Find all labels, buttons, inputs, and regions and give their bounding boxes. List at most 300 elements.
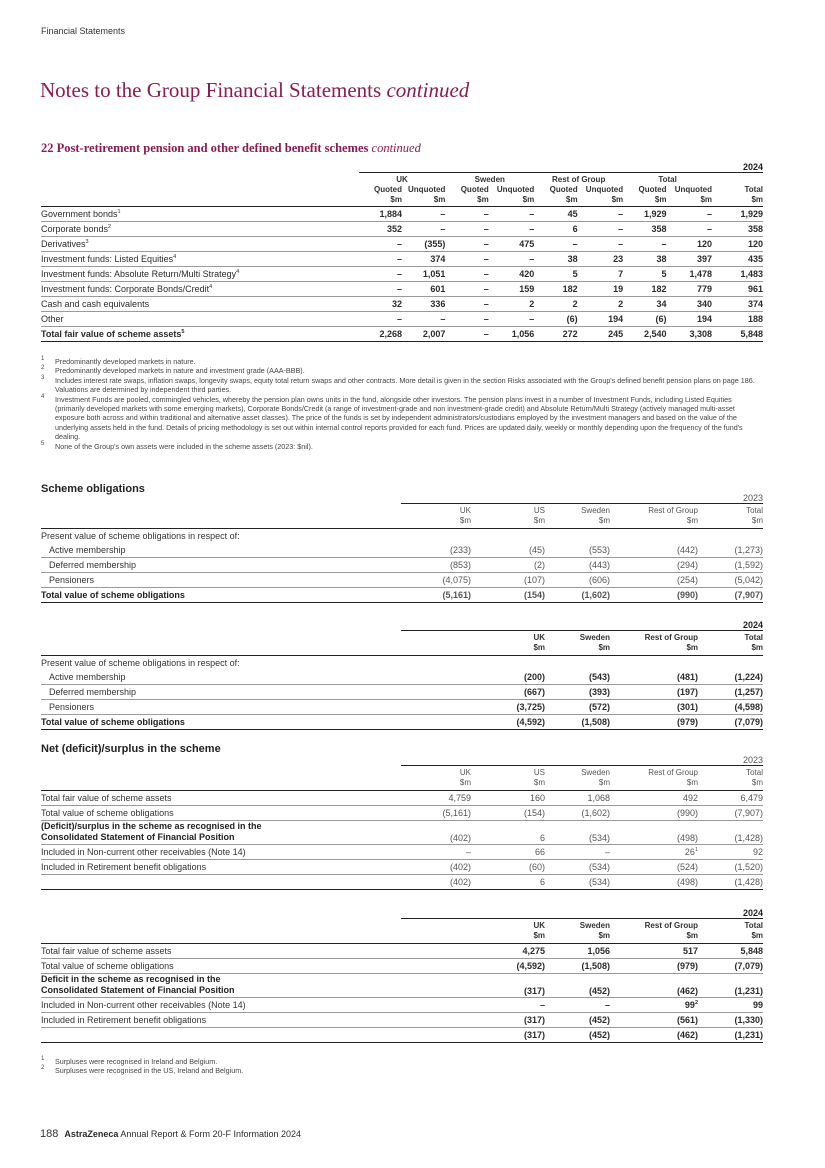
cell-value: (7,079) (698, 959, 763, 974)
cell-value: – (445, 267, 488, 282)
table-year: 2024 (742, 620, 763, 630)
cell-value: 340 (666, 297, 712, 312)
cell-value: (524) (610, 860, 698, 875)
row-label: Investment funds: Corporate Bonds/Credit$^4$ (41, 282, 359, 297)
cell-value: 38 (534, 252, 577, 267)
cell-value: 397 (666, 252, 712, 267)
cell-value: – (359, 252, 402, 267)
row-label: Corporate bonds$^2$ (41, 222, 359, 237)
row-label: Investment funds: Listed Equities$^4$ (41, 252, 359, 267)
cell-value: (402) (401, 875, 471, 890)
cell-value: (393) (545, 685, 610, 700)
cell-value: (481) (610, 670, 698, 685)
cell-value: – (402, 312, 445, 327)
cell-value: 517 (610, 944, 698, 959)
net-2023-table (41, 755, 763, 890)
column-header: UK $m (401, 919, 545, 944)
cell-value: – (489, 252, 535, 267)
footnote-text: Investment Funds are pooled, commingled vehicles, whereby the pension plan owns units in the fund, alongside other investors. The pension plans invest in a number of Investment Funds, including Listed Equities (primarily developed markets with some emerging markets), Corporate Bonds/Credit (a range of investment-grade and non investment-grade credit) and Absolute Return/Multi Strategy (actively managed multi-asset exposure both across and within traditional and alternative asset classes). The price of the funds is set by independent administrators/custodians employed by the investment managers and based on the value of the underlying assets held in the fund. Details of pricing methodology is set out within internal control reports provided for each fund. Prices are updated daily, weekly or monthly depending upon the frequency of the fund's dealing. (55, 394, 743, 442)
footnote (41, 357, 763, 366)
cell-value: 5 (534, 267, 577, 282)
row-label (41, 875, 401, 890)
cell-value: 45 (534, 207, 577, 222)
cell-value: – (666, 207, 712, 222)
page-title (40, 78, 469, 103)
column-header: Total $m (698, 631, 763, 656)
cell-value: 160 (471, 791, 545, 806)
cell-value: 4,275 (401, 944, 545, 959)
cell-value: (1,592) (698, 558, 763, 573)
table-row (41, 700, 763, 715)
cell-value: 1,884 (359, 207, 402, 222)
cell-value: (233) (401, 543, 471, 558)
assets-column-header: Unquoted $m (674, 185, 713, 204)
table-row (41, 297, 763, 312)
cell-value: – (666, 222, 712, 237)
cell-value: (1,602) (545, 806, 610, 821)
table-row (41, 558, 763, 573)
cell-value: (1,224) (698, 670, 763, 685)
cell-value: (553) (545, 543, 610, 558)
cell-value: – (445, 207, 488, 222)
cell-value: (402) (401, 860, 471, 875)
footnote-text: Predominantly developed markets in nature and investment grade (AAA-BBB). (55, 366, 305, 376)
row-label: Deferred membership (41, 685, 401, 700)
assets-group-header: Rest of Group (534, 173, 623, 186)
cell-value: (7,079) (698, 715, 763, 730)
cell-value: (452) (545, 1013, 610, 1028)
cell-value: – (445, 282, 488, 297)
cell-value: 358 (623, 222, 666, 237)
cell-value: (561) (610, 1013, 698, 1028)
column-header: Rest of Group $m (610, 631, 698, 656)
cell-value: – (401, 998, 545, 1013)
cell-value: (154) (471, 806, 545, 821)
cell-value: (1,520) (698, 860, 763, 875)
footnote-number: 2 (41, 365, 45, 372)
cell-value: 272 (534, 327, 577, 342)
assets-column-header: Quoted $m (460, 185, 489, 204)
cell-value: – (445, 327, 488, 342)
row-label: Included in Retirement benefit obligations (41, 860, 401, 875)
assets-footnotes (41, 357, 763, 451)
cell-value: 2 (534, 297, 577, 312)
cell-value: (990) (610, 806, 698, 821)
cell-value: (1,273) (698, 543, 763, 558)
cell-value: (5,161) (401, 806, 471, 821)
footnote (41, 442, 763, 451)
cell-value: 492 (610, 791, 698, 806)
cell-value: 120 (712, 237, 763, 252)
cell-value: (317) (401, 1028, 545, 1043)
cell-value: – (489, 312, 535, 327)
cell-value: 1,051 (402, 267, 445, 282)
footnote-number: 5 (41, 440, 45, 447)
page-footer (40, 1128, 301, 1140)
cell-value: (3,725) (401, 700, 545, 715)
row-label: Active membership (41, 670, 401, 685)
cell-value: – (359, 282, 402, 297)
table-row (41, 282, 763, 297)
cell-value: – (445, 297, 488, 312)
cell-value: (1,428) (698, 875, 763, 890)
cell-value: – (578, 222, 624, 237)
footnote-number: 1 (41, 356, 45, 362)
total-row (41, 715, 763, 730)
row-label: Pensioners (41, 700, 401, 715)
cell-value: – (545, 845, 610, 860)
cell-value: (853) (401, 558, 471, 573)
cell-value: (7,907) (698, 588, 763, 603)
table-year: 2024 (742, 908, 763, 918)
footnote (41, 1066, 763, 1075)
cell-value: (498) (610, 875, 698, 890)
cell-value: – (445, 222, 488, 237)
row-label: Total value of scheme obligations (41, 959, 401, 974)
cell-value: 5,848 (712, 327, 763, 342)
cell-value: 4,759 (401, 791, 471, 806)
row-label (41, 1028, 401, 1043)
assets-group-header: Total (623, 173, 712, 186)
row-label: Cash and cash equivalents (41, 297, 359, 312)
cell-value: 1,929 (623, 207, 666, 222)
cell-value: (1,330) (698, 1013, 763, 1028)
cell-value: 435 (712, 252, 763, 267)
cell-value: (5,161) (401, 588, 471, 603)
cell-value: 6 (471, 821, 545, 845)
column-header: Sweden $m (545, 766, 610, 791)
cell-value: 194 (666, 312, 712, 327)
cell-value: 1,478 (666, 267, 712, 282)
table-row (41, 998, 763, 1013)
cell-value: 188 (712, 312, 763, 327)
scheme-assets-table (41, 162, 763, 342)
column-header: US $m (471, 766, 545, 791)
cell-value: (452) (545, 1028, 610, 1043)
cell-value: 194 (578, 312, 624, 327)
row-label: Government bonds$^1$ (41, 207, 359, 222)
cell-value: 374 (402, 252, 445, 267)
cell-value: – (402, 222, 445, 237)
cell-value: 779 (666, 282, 712, 297)
footnote-text: Surpluses were recognised in the US, Ireland and Belgium. (55, 1066, 244, 1076)
column-header: Sweden $m (545, 631, 610, 656)
column-header: Rest of Group $m (610, 766, 698, 791)
column-header: Total $m (698, 504, 763, 529)
footnote-ref: 4 (209, 284, 213, 290)
cell-value: 182 (623, 282, 666, 297)
column-header: Total $m (698, 919, 763, 944)
table-row (41, 327, 763, 342)
cell-value: 34 (623, 297, 666, 312)
cell-value: 336 (402, 297, 445, 312)
cell-value: (200) (401, 670, 545, 685)
cell-value: 23 (578, 252, 624, 267)
cell-value: – (359, 267, 402, 282)
cell-value: (1,231) (698, 974, 763, 998)
cell-value: 99 (698, 998, 763, 1013)
cell-value: (462) (610, 974, 698, 998)
table-row (41, 573, 763, 588)
cell-value: (1,602) (545, 588, 610, 603)
cell-value: 245 (578, 327, 624, 342)
cell-value: 601 (402, 282, 445, 297)
table-row (41, 806, 763, 821)
table-row (41, 974, 763, 998)
cell-value: 6 (471, 875, 545, 890)
cell-value: $99^2$ (610, 998, 698, 1013)
row-intro: Present value of scheme obligations in respect of: (41, 529, 401, 544)
net-footnotes (41, 1057, 763, 1076)
table-row (41, 821, 763, 845)
cell-value: (462) (610, 1028, 698, 1043)
table-row (41, 237, 763, 252)
cell-value: (317) (401, 974, 545, 998)
cell-value: 2,007 (402, 327, 445, 342)
column-header: UK $m (401, 631, 545, 656)
table-row (41, 222, 763, 237)
section-heading-title: 22 Post-retirement pension and other defined benefit schemes (41, 141, 369, 155)
cell-value: (294) (610, 558, 698, 573)
cell-value: 3,308 (666, 327, 712, 342)
column-header: Rest of Group $m (610, 504, 698, 529)
table-row (41, 685, 763, 700)
table-row (41, 944, 763, 959)
row-label: Pensioners (41, 573, 401, 588)
cell-value: 1,056 (489, 327, 535, 342)
footnote-ref: 4 (173, 254, 177, 260)
row-label: Total value of scheme obligations (41, 588, 401, 603)
assets-group-header: Sweden (445, 173, 534, 186)
footnote-text: Surpluses were recognised in Ireland and Belgium. (55, 1057, 218, 1066)
table-row (41, 860, 763, 875)
cell-value: 374 (712, 297, 763, 312)
footnote-ref: 3 (85, 239, 89, 245)
cell-value: $26^1$ (610, 845, 698, 860)
assets-column-header: Quoted $m (549, 185, 578, 204)
cell-value: (402) (401, 821, 471, 845)
row-label: Other (41, 312, 359, 327)
cell-value: 1,483 (712, 267, 763, 282)
cell-value: 420 (489, 267, 535, 282)
cell-value: (534) (545, 821, 610, 845)
obligations-2024-table (41, 620, 763, 730)
cell-value: – (445, 252, 488, 267)
cell-value: 2,540 (623, 327, 666, 342)
total-row (41, 588, 763, 603)
row-label: Total value of scheme obligations (41, 806, 401, 821)
row-label: Total value of scheme obligations (41, 715, 401, 730)
cell-value: 182 (534, 282, 577, 297)
table-row (41, 959, 763, 974)
table-row (41, 1028, 763, 1043)
section-heading-continued: continued (371, 141, 421, 155)
footnote-number: 2 (41, 1065, 45, 1072)
cell-value: (107) (471, 573, 545, 588)
column-header: US $m (471, 504, 545, 529)
row-label: Deficit in the scheme as recognised in the Consolidated Statement of Financial Position (41, 974, 401, 998)
running-header: Financial Statements (41, 26, 126, 36)
footnote-text: None of the Group's own assets were included in the scheme assets (2023: $nil). (55, 441, 313, 451)
footnote-ref: 2 (108, 224, 112, 230)
cell-value: (6) (534, 312, 577, 327)
cell-value: 352 (359, 222, 402, 237)
obligations-2023-table (41, 493, 763, 603)
cell-value: (154) (471, 588, 545, 603)
column-header: Total $m (698, 766, 763, 791)
table-row (41, 207, 763, 222)
cell-value: – (534, 237, 577, 252)
cell-value: 475 (489, 237, 535, 252)
cell-value: (498) (610, 821, 698, 845)
cell-value: – (402, 207, 445, 222)
footnote-number: 3 (41, 374, 45, 381)
cell-value: – (359, 237, 402, 252)
cell-value: (979) (610, 959, 698, 974)
cell-value: (254) (610, 573, 698, 588)
footnote-ref: 5 (181, 329, 185, 335)
footnote-text: Predominantly developed markets in nature. (55, 357, 196, 366)
row-label: Total fair value of scheme assets (41, 791, 401, 806)
assets-column-header: Quoted $m (373, 185, 402, 204)
footnote-number: 1 (41, 1056, 45, 1062)
cell-value: – (578, 207, 624, 222)
cell-value: 1,929 (712, 207, 763, 222)
footnote-number: 4 (41, 393, 45, 400)
page-title-continued: continued (386, 78, 470, 102)
table-row (41, 312, 763, 327)
table-year: 2023 (742, 755, 763, 765)
cell-value: (5,042) (698, 573, 763, 588)
column-header: Sweden $m (545, 504, 610, 529)
cell-value: 1,068 (545, 791, 610, 806)
cell-value: (1,428) (698, 821, 763, 845)
column-header: Rest of Group $m (610, 919, 698, 944)
table-row (41, 791, 763, 806)
row-label: Total fair value of scheme assets$^5$ (41, 327, 359, 342)
table-row (41, 252, 763, 267)
cell-value: 1,056 (545, 944, 610, 959)
table-row (41, 845, 763, 860)
cell-value: (606) (545, 573, 610, 588)
assets-year: 2024 (742, 162, 763, 172)
cell-value: (452) (545, 974, 610, 998)
table-year: 2023 (742, 493, 763, 503)
cell-value: – (489, 222, 535, 237)
cell-value: 6,479 (698, 791, 763, 806)
cell-value: (1,508) (545, 959, 610, 974)
footnote-ref: 2 (694, 1000, 698, 1006)
cell-value: 7 (578, 267, 624, 282)
footnote-ref: 1 (117, 209, 121, 215)
cell-value: 2 (578, 297, 624, 312)
footnote-ref: 1 (694, 847, 698, 853)
row-label: (Deficit)/surplus in the scheme as recognised in the Consolidated Statement of Financial Position (41, 821, 401, 845)
cell-value: 19 (578, 282, 624, 297)
section-heading (41, 141, 421, 156)
footnote (41, 1057, 763, 1066)
cell-value: – (623, 237, 666, 252)
cell-value: (6) (623, 312, 666, 327)
cell-value: – (545, 998, 610, 1013)
cell-value: 66 (471, 845, 545, 860)
row-intro: Present value of scheme obligations in respect of: (41, 656, 401, 671)
footnote (41, 366, 763, 375)
cell-value: (572) (545, 700, 610, 715)
assets-column-header: Unquoted $m (585, 185, 624, 204)
cell-value: (443) (545, 558, 610, 573)
footnote (41, 395, 763, 442)
cell-value: – (401, 845, 471, 860)
cell-value: (4,598) (698, 700, 763, 715)
column-header: Sweden $m (545, 919, 610, 944)
cell-value: – (359, 312, 402, 327)
cell-value: 5,848 (698, 944, 763, 959)
cell-value: (197) (610, 685, 698, 700)
cell-value: – (445, 237, 488, 252)
cell-value: (301) (610, 700, 698, 715)
cell-value: 2 (489, 297, 535, 312)
cell-value: 2,268 (359, 327, 402, 342)
cell-value: 159 (489, 282, 535, 297)
cell-value: (1,231) (698, 1028, 763, 1043)
cell-value: (667) (401, 685, 545, 700)
cell-value: (1,257) (698, 685, 763, 700)
cell-value: (45) (471, 543, 545, 558)
footnote (41, 376, 763, 395)
cell-value: (317) (401, 1013, 545, 1028)
row-label: Active membership (41, 543, 401, 558)
cell-value: – (445, 312, 488, 327)
cell-value: (355) (402, 237, 445, 252)
row-label: Deferred membership (41, 558, 401, 573)
cell-value: (979) (610, 715, 698, 730)
footnote-ref: 4 (236, 269, 240, 275)
cell-value: (543) (545, 670, 610, 685)
cell-value: (4,592) (401, 715, 545, 730)
column-header: UK $m (401, 766, 471, 791)
cell-value: 5 (623, 267, 666, 282)
row-label: Derivatives$^3$ (41, 237, 359, 252)
assets-column-header: Quoted $m (638, 185, 667, 204)
cell-value: (7,907) (698, 806, 763, 821)
cell-value: 6 (534, 222, 577, 237)
assets-column-header: Unquoted $m (408, 185, 446, 204)
row-label: Included in Non-current other receivables (Note 14) (41, 998, 401, 1013)
net-2024-table (41, 908, 763, 1043)
assets-column-header: Unquoted $m (496, 185, 535, 204)
page-title-main: Notes to the Group Financial Statements (40, 78, 382, 102)
cell-value: (990) (610, 588, 698, 603)
net-deficit-heading: Net (deficit)/surplus in the scheme (41, 743, 221, 755)
assets-group-header: UK (359, 173, 446, 186)
cell-value: – (489, 207, 535, 222)
cell-value: 961 (712, 282, 763, 297)
cell-value: 38 (623, 252, 666, 267)
table-row (41, 1013, 763, 1028)
footer-text: Annual Report & Form 20-F Information 2024 (120, 1129, 301, 1139)
cell-value: 32 (359, 297, 402, 312)
cell-value: (442) (610, 543, 698, 558)
table-row (41, 670, 763, 685)
cell-value: 92 (698, 845, 763, 860)
cell-value: (4,075) (401, 573, 471, 588)
cell-value: 358 (712, 222, 763, 237)
table-row (41, 875, 763, 890)
row-label: Included in Non-current other receivables (Note 14) (41, 845, 401, 860)
cell-value: (2) (471, 558, 545, 573)
row-label: Total fair value of scheme assets (41, 944, 401, 959)
